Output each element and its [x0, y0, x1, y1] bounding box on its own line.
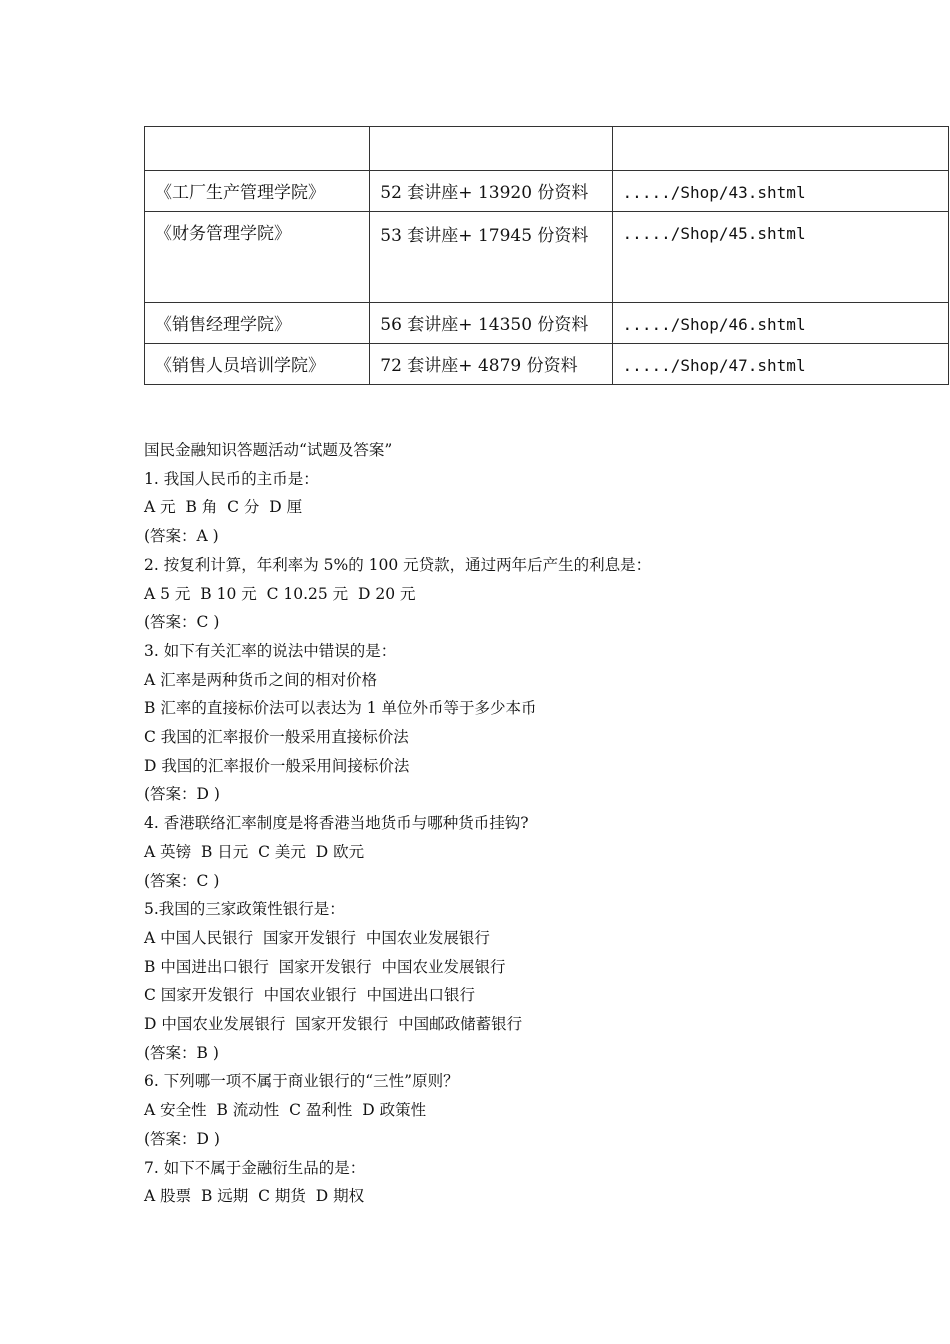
quiz-line: (答案：D ) — [144, 785, 220, 804]
quiz-section — [144, 436, 844, 1211]
quiz-line: A 英镑 B 日元 C 美元 D 欧元 — [144, 842, 365, 861]
quiz-line: (答案：D ) — [144, 1129, 220, 1148]
college-name: 《工厂生产管理学院》 — [145, 171, 370, 212]
quiz-line: 2. 按复利计算，年利率为 5%的 100 元贷款，通过两年后产生的利息是： — [144, 555, 652, 574]
table-row — [145, 171, 949, 212]
quiz-line: D 中国农业发展银行 国家开发银行 中国邮政储蓄银行 — [144, 1015, 523, 1034]
quiz-line: (答案：B ) — [144, 1043, 219, 1062]
table-row — [145, 303, 949, 344]
quiz-line: A 股票 B 远期 C 期货 D 期权 — [144, 1187, 365, 1206]
college-name: 《销售人员培训学院》 — [145, 344, 370, 385]
quiz-line: B 中国进出口银行 国家开发银行 中国农业发展银行 — [144, 957, 506, 976]
table-cell — [145, 127, 370, 171]
quiz-title: 国民金融知识答题活动“试题及答案” — [144, 441, 393, 459]
quiz-line: C 国家开发银行 中国农业银行 中国进出口银行 — [144, 986, 475, 1005]
quiz-line: B 汇率的直接标价法可以表达为 1 单位外币等于多少本币 — [144, 699, 537, 718]
college-link: ...../Shop/43.shtml — [612, 171, 948, 212]
quiz-line: 3. 如下有关汇率的说法中错误的是： — [144, 641, 397, 660]
college-content: 56 套讲座+ 14350 份资料 — [370, 303, 612, 344]
quiz-line: A 5 元 B 10 元 C 10.25 元 D 20 元 — [144, 584, 416, 603]
table-row — [145, 212, 949, 303]
quiz-line: 5.我国的三家政策性银行是： — [144, 900, 345, 919]
quiz-line: A 安全性 B 流动性 C 盈利性 D 政策性 — [144, 1101, 427, 1120]
college-link: ...../Shop/45.shtml — [612, 212, 948, 303]
quiz-line: A 汇率是两种货币之间的相对价格 — [144, 670, 378, 689]
college-name: 《销售经理学院》 — [145, 303, 370, 344]
college-name: 《财务管理学院》 — [145, 212, 370, 303]
quiz-line: A 元 B 角 C 分 D 厘 — [144, 498, 303, 517]
table-row — [145, 344, 949, 385]
quiz-line: C 我国的汇率报价一般采用直接标价法 — [144, 728, 409, 747]
quiz-line: 1. 我国人民币的主币是： — [144, 469, 319, 488]
college-content: 72 套讲座+ 4879 份资料 — [370, 344, 612, 385]
college-content: 52 套讲座+ 13920 份资料 — [370, 171, 612, 212]
table-cell — [612, 127, 948, 171]
quiz-line: D 我国的汇率报价一般采用间接标价法 — [144, 756, 410, 775]
quiz-line: A 中国人民银行 国家开发银行 中国农业发展银行 — [144, 928, 490, 947]
college-content: 53 套讲座+ 17945 份资料 — [370, 212, 612, 303]
quiz-line: 7. 如下不属于金融衍生品的是： — [144, 1158, 366, 1177]
table-row — [145, 127, 949, 171]
quiz-line: (答案：A ) — [144, 527, 219, 546]
quiz-line: (答案：C ) — [144, 871, 220, 890]
quiz-line: 6. 下列哪一项不属于商业银行的“三性”原则？ — [144, 1072, 459, 1091]
college-link: ...../Shop/46.shtml — [612, 303, 948, 344]
quiz-line: 4. 香港联络汇率制度是将香港当地货币与哪种货币挂钩? — [144, 814, 529, 833]
catalog-table — [144, 126, 949, 385]
quiz-line: (答案：C ) — [144, 613, 220, 632]
table-cell — [370, 127, 612, 171]
college-link: ...../Shop/47.shtml — [612, 344, 948, 385]
